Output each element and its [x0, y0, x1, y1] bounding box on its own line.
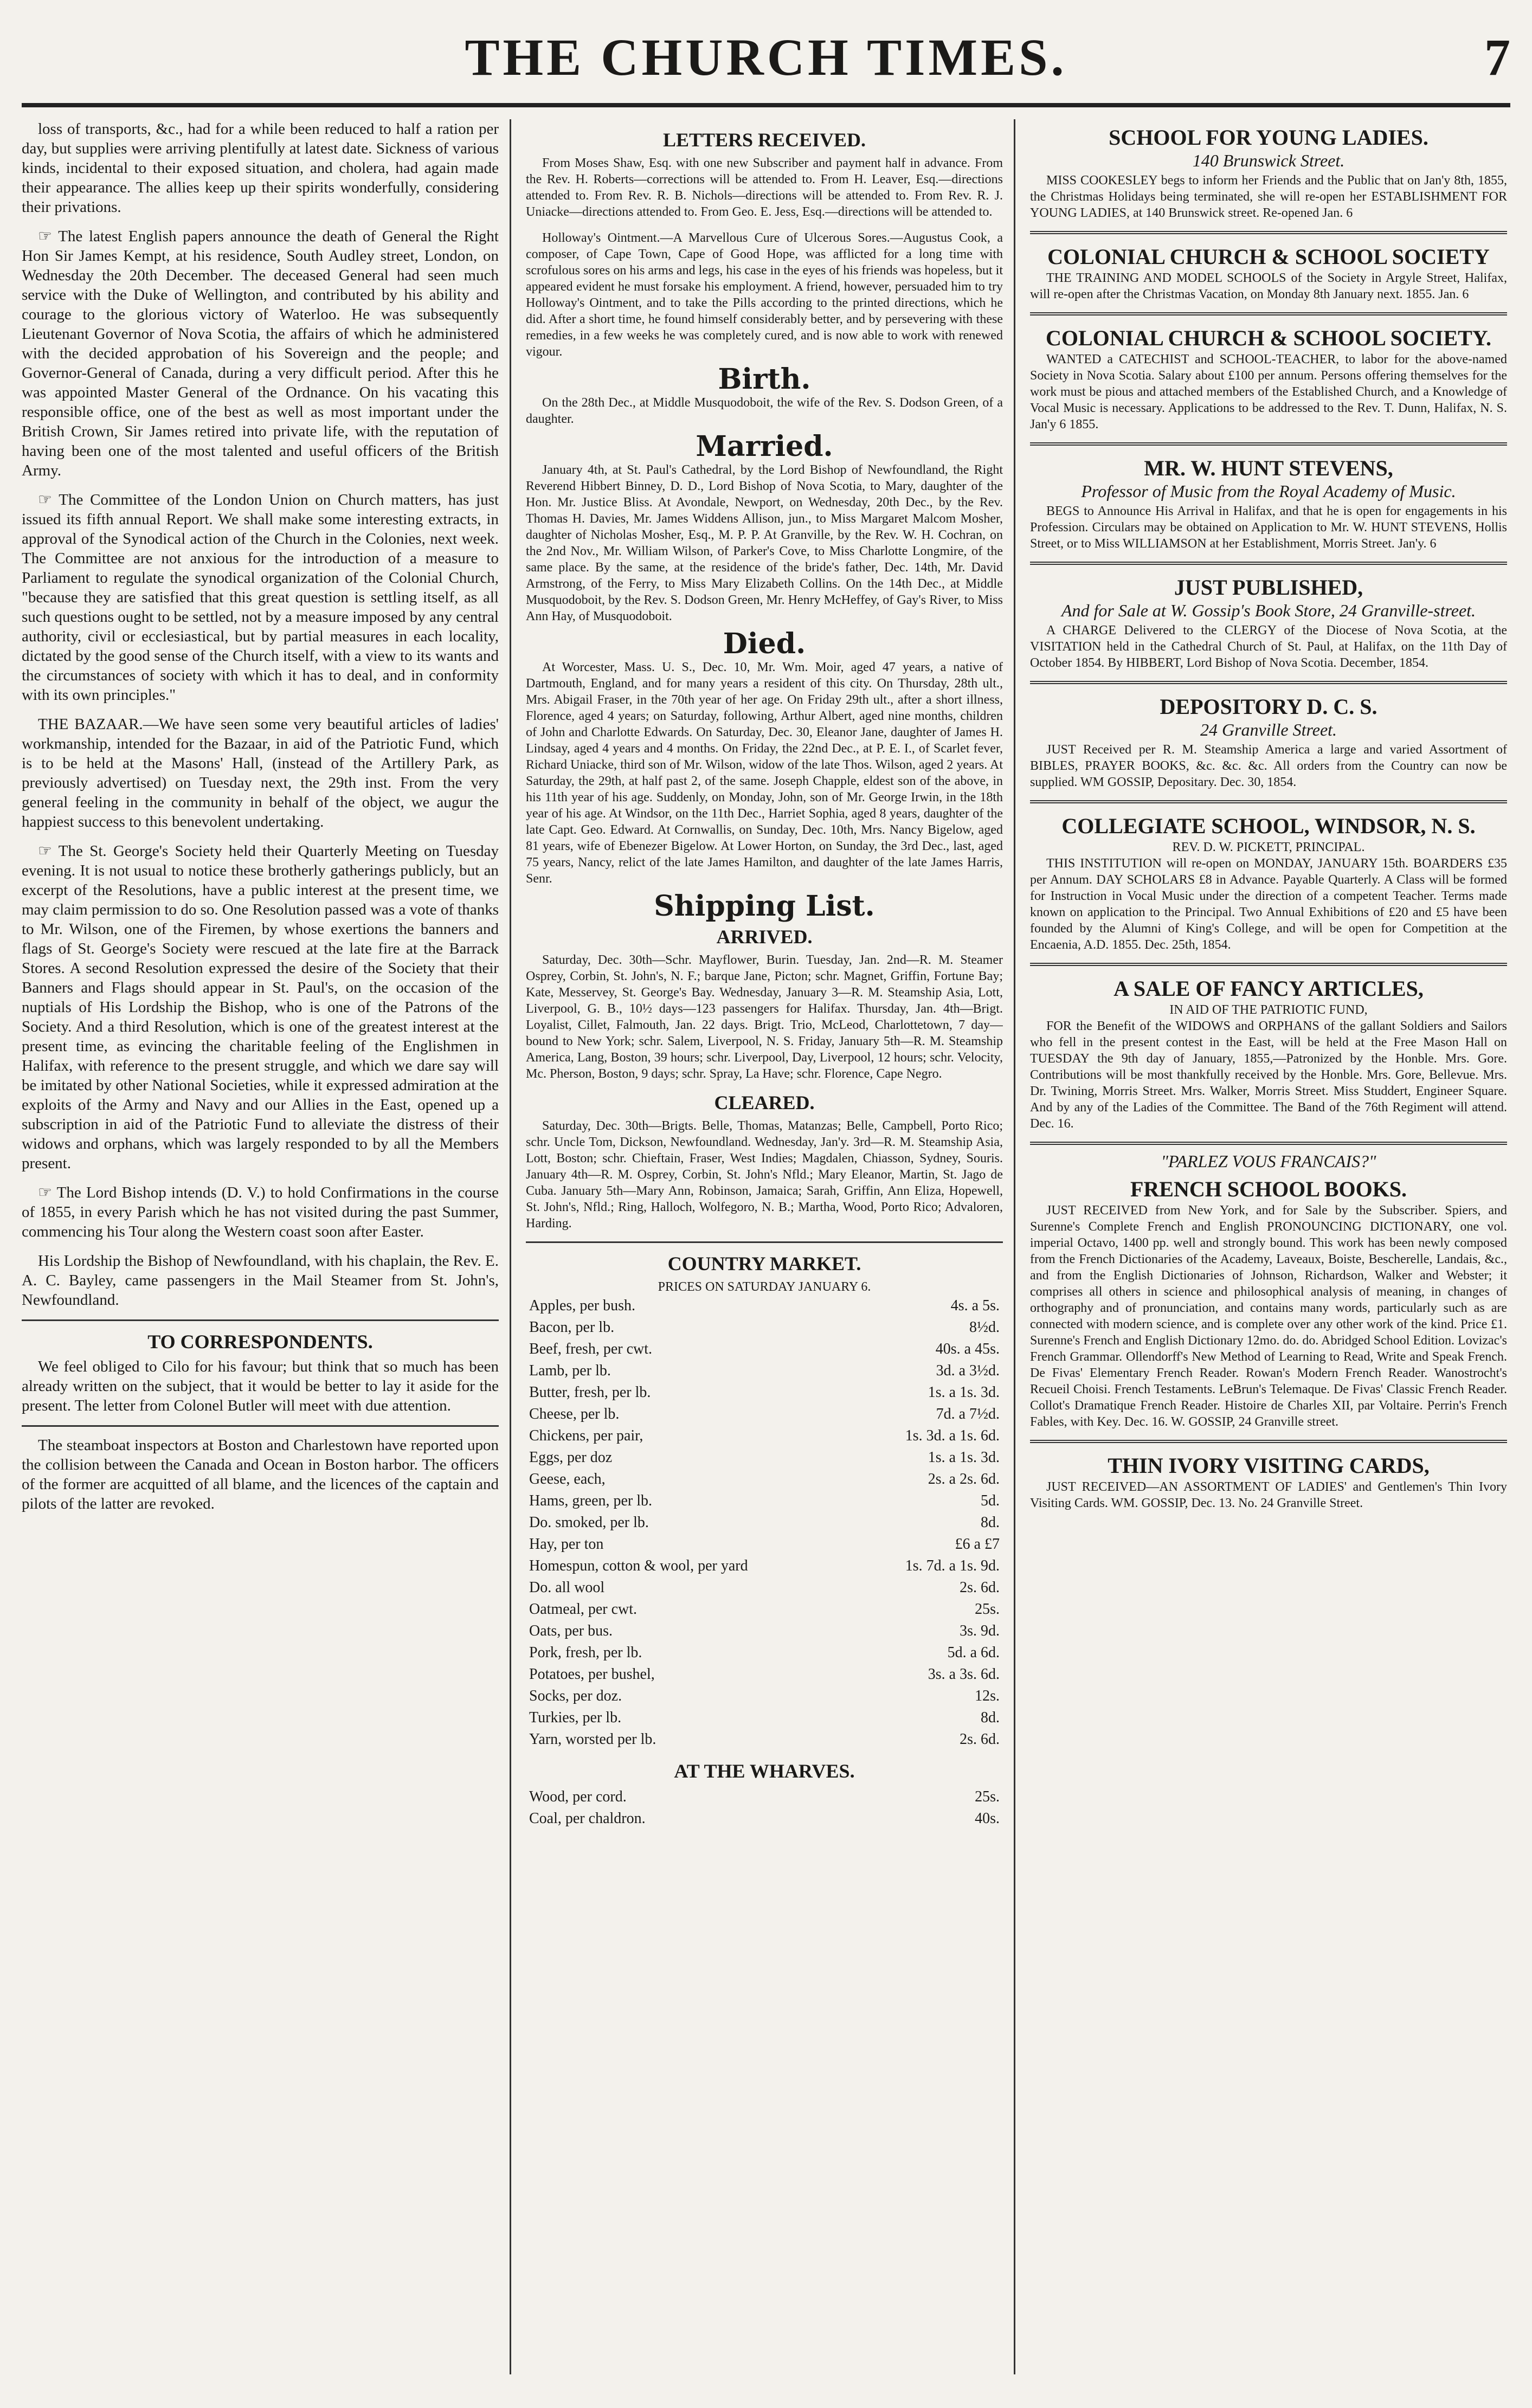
market-item: Chickens, per pair,	[529, 1427, 643, 1444]
ad-separator	[1030, 1142, 1507, 1149]
market-price: 8d.	[981, 1709, 1000, 1726]
market-item: Pork, fresh, per lb.	[529, 1644, 642, 1661]
pointing-hand-icon: ☞	[38, 491, 59, 508]
stevens-ad-subtitle: Professor of Music from the Royal Academy of Music.	[1081, 481, 1456, 501]
market-row	[526, 1338, 1003, 1360]
market-row	[526, 1403, 1003, 1425]
ad-separator	[1030, 681, 1507, 688]
article-st-george-text: The St. George's Society held their Quarterly Meeting on Tuesday evening. It is not usual to notice these brotherly gatherings publicly, but an excerpt of the Resolutions, have a public interest at the present time, we may claim permission to do so. One Resolution passed was a vote of thanks to Mr. Wilson, one of the Firemen, by whose exertions the banners and flags of St. George's Society were rescued at the late fire at the Barrack Stores. A second Resolution expressed the desire of the Society that their Banners and Flags should appear in St. Paul's, on the occasion of the nuptials of His Lordship the Bishop, who is one of the Patrons of the Society. And a third Resolution, which is one of the greatest interest at the present time, as evincing the charitable feeling of the Englishmen in Halifax, with reference to the present struggle, and which we dare say will be imitated by other National Societies, while it expressed admiration at the exploits of the Army and Navy and our Allies in the East, opened up a subscription in aid of the Patriotic Fund to alleviate the distress of their widows and orphans, which was largely responded to by all the Members present.	[22, 842, 499, 1172]
wharves-item: Wood, per cord.	[529, 1788, 627, 1805]
married-heading: Married.	[696, 430, 833, 463]
market-item: Eggs, per doz	[529, 1449, 613, 1466]
school-ad-address: 140 Brunswick Street.	[1192, 151, 1345, 170]
ad-separator	[1030, 1440, 1507, 1447]
collegiate-ad-subtitle: REV. D. W. PICKETT, PRINCIPAL.	[1172, 840, 1365, 854]
stevens-ad-body: BEGS to Announce His Arrival in Halifax, and that he is open for engagements in his Profession. Circulars may be obtained on Application to Mr. W. HUNT STEVENS, Hollis Street, or to Miss WILLIAMSON at her Establishment, Morris Street. Jan'y. 6	[1030, 504, 1507, 551]
correspondents-heading: TO CORRESPONDENTS.	[147, 1331, 373, 1353]
market-row	[526, 1555, 1003, 1577]
letters-heading: LETTERS RECEIVED.	[662, 129, 866, 151]
ad-separator	[1030, 562, 1507, 569]
column-rule-2	[1014, 119, 1015, 2374]
market-row	[526, 1620, 1003, 1642]
market-item: Lamb, per lb.	[529, 1362, 611, 1379]
market-item: Do. smoked, per lb.	[529, 1514, 649, 1531]
market-row	[526, 1685, 1003, 1707]
market-row	[526, 1707, 1003, 1729]
market-item: Beef, fresh, per cwt.	[529, 1341, 653, 1357]
market-price: 4s. a 5s.	[950, 1297, 1000, 1314]
market-price: 2s. a 2s. 6d.	[928, 1471, 1000, 1488]
masthead-title: THE CHURCH TIMES.	[465, 28, 1067, 86]
depository-ad-subtitle: 24 Granville Street.	[1200, 720, 1337, 739]
market-price: 5d.	[981, 1492, 1000, 1509]
market-price: 1s. 7d. a 1s. 9d.	[905, 1557, 1000, 1574]
market-heading: COUNTRY MARKET.	[667, 1253, 861, 1274]
arrived-heading: ARRIVED.	[716, 926, 813, 948]
wharves-price: 40s.	[975, 1810, 1000, 1827]
wharves-row	[526, 1808, 1003, 1830]
market-price: 3d. a 3½d.	[936, 1362, 1000, 1379]
market-row	[526, 1664, 1003, 1685]
colonial-ad-2-body: WANTED a CATECHIST and SCHOOL-TEACHER, to labor for the above-named Society in Nova Scotia. Salary about £100 per annum. Persons offering themselves for the work must be pious and attached members of the Established Church, and a Knowledge of Vocal Music is necessary. Applications to be addressed to the Rev. T. Dunn, Halifax, N. S. Jan'y 6 1855.	[1030, 352, 1507, 432]
correspondents-text: We feel obliged to Cilo for his favour; but think that so much has been already written on the subject, that it would be better to lay it aside for the present. The letter from Colonel Butler will meet with due attention.	[22, 1358, 499, 1414]
article-st-george	[22, 841, 499, 1173]
market-item: Butter, fresh, per lb.	[529, 1384, 651, 1401]
french-ad-body: JUST RECEIVED from New York, and for Sale by the Subscriber. Spiers, and Surenne's Complete French and English PRONOUNCING DICTIONARY, one vol. imperial Octavo, 1400 pp. well and strongly bound. This work has been newly composed from the French Dictionaries of the Academy, Laveaux, Boiste, Bescherelle, Landais, &c., and from the English Dictionaries of Johnson, Richardson, Walker and Webster; it comprises all others in science and philosophical analysis of meaning, in changes of orthography and of pronunciation, and contains many words, particularly such as are connected with modern science, and is complete over any other work of the kind. Price £1. Surenne's French and English Dictionary 12mo. do. do. Abridged School Edition. Lovizac's French Grammar. Ollendorff's New Method of Learning to Read, Write and Speak French. De Fivas' Elementary French Reader. Rowan's Modern French Reader. Wanostrocht's Recueil Choisi. French Testaments. LeBrun's Telemaque. De Fivas' Classic French Reader. Collot's Dramatique French Reader. Histoire de Charles XII, par Voltaire. Perrin's French Fables, with Key. Dec. 16. W. GOSSIP, 24 Granville street.	[1030, 1203, 1507, 1429]
page-number: 7	[1484, 28, 1510, 86]
article-transports: loss of transports, &c., had for a while been reduced to half a ration per day, but supplies were arriving plentifully at latest date. Sickness of various kinds, incidental to their exposed situation, and cholera, had again made their appearance. The allies keep up their spirits wonderfully, considering their privations.	[22, 120, 499, 216]
french-ad-title: FRENCH SCHOOL BOOKS.	[1130, 1177, 1407, 1201]
collegiate-ad-title: COLLEGIATE SCHOOL, WINDSOR, N. S.	[1061, 814, 1476, 838]
wharves-table	[526, 1786, 1003, 1830]
article-kempt	[22, 227, 499, 480]
wharves-heading: AT THE WHARVES.	[674, 1760, 855, 1782]
ad-separator	[1030, 800, 1507, 808]
market-item: Homespun, cotton & wool, per yard	[529, 1557, 748, 1574]
market-row	[526, 1317, 1003, 1338]
market-price: 40s. a 45s.	[935, 1341, 1000, 1357]
article-bazaar: THE BAZAAR.—We have seen some very beautiful articles of ladies' workmanship, intended for the Bazaar, in aid of the Patriotic Fund, which is to be held at the Masons' Hall, (instead of the Artillery Park, as previously advertised) on Tuesday next, the 29th inst. From the very general feeling in the community in behalf of the object, we augur the happiest success to this benevolent undertaking.	[22, 716, 499, 830]
cleared-text: Saturday, Dec. 30th—Brigts. Belle, Thomas, Matanzas; Belle, Campbell, Porto Rico; schr. Uncle Tom, Dickson, Newfoundland. Wednesday, Jan'y. 3rd—R. M. Steamship Asia, Lott, Boston; schr. Chieftain, Fraser, West Indies; Magdalen, Chiasson, Sydney, Souris. January 4th—R. M. Osprey, Corbin, St. John's Nfld.; Mary Eleanor, Martin, St. Jago de Cuba. January 5th—Mary Ann, Robinson, Jamaica; Sarah, Griffin, Ann Eliza, Hopewell, St. John's, Nfld.; Ring, Halloch, Wolfegoro, N. B.; Martha, Wood, Porto Rico; Advaloren, Harding.	[526, 1119, 1003, 1231]
shipping-heading: Shipping List.	[654, 890, 875, 923]
ad-separator	[1030, 231, 1507, 239]
pointing-hand-icon: ☞	[38, 1184, 57, 1201]
market-row	[526, 1360, 1003, 1382]
market-row	[526, 1512, 1003, 1534]
market-item: Yarn, worsted per lb.	[529, 1731, 656, 1748]
collegiate-ad-body: THIS INSTITUTION will re-open on MONDAY, JANUARY 15th. BOARDERS £35 per Annum. DAY SCHOLARS £8 in Advance. Payable Quarterly. A Class will be formed for Instruction in Vocal Music under the direction of a competent Teacher. Terms made known on application to the Principal. Two Annual Exhibitions of £20 and £5 have been founded by the Alumni of King's College, and will be open for Competition at the Encaenia, A.D. 1855. Dec. 25th, 1854.	[1030, 857, 1507, 952]
market-item: Cheese, per lb.	[529, 1406, 620, 1422]
depository-ad-body: JUST Received per R. M. Steamship America a large and varied Assortment of BIBLES, PRAYER BOOKS, &c. &c. &c. All orders from the Country can now be supplied. WM GOSSIP, Depositary. Dec. 30, 1854.	[1030, 743, 1507, 789]
market-price: £6 a £7	[955, 1536, 1000, 1553]
article-kempt-text: The latest English papers announce the death of General the Right Hon Sir James Kempt, at his residence, South Audley street, London, on Wednesday the 20th December. The deceased General had seen much service with the Duke of Wellington, and contributed by his ability and courage to the glorious victory of Waterloo. He was subsequently Lieutenant Governor of Nova Scotia, the affairs of which he administered with the decided approbation of his Sovereign and the people; and Governor-General of Canada, during a very difficult period. After this he was appointed Master General of the Ordnance. On his vacating this responsible office, one of the best as well as most important under the British Crown, Sir James retired into private life, with the reputation of having been one of the most talented and useful officers of the British Army.	[22, 228, 499, 479]
market-item: Do. all wool	[529, 1579, 605, 1596]
market-row	[526, 1469, 1003, 1490]
article-london-union-text: The Committee of the London Union on Church matters, has just issued its fifth annual Report. We shall make some interesting extracts, in approval of the Synodical action of the Church in the Colonies, next week. The Committee are not anxious for the introduction of a measure to Parliament to regulate the synodical organization of the Colonial Church, "because they are satisfied that this great question is settling itself, as all such questions ought to be settled, not by a measure imposed by any central authority, civil or ecclesiastical, but by partial measures in each locality, dictated by the good sense of the Church itself, with a view to its wants and the circumstances of society with which it has to deal, and in conformity with its own principles."	[22, 491, 499, 704]
market-price: 8d.	[981, 1514, 1000, 1531]
school-ad-title: SCHOOL FOR YOUNG LADIES.	[1109, 125, 1428, 150]
market-price: 8½d.	[969, 1319, 1000, 1336]
market-row	[526, 1425, 1003, 1447]
market-price: 1s. 3d. a 1s. 6d.	[905, 1427, 1000, 1444]
colonial-ad-1-body: THE TRAINING AND MODEL SCHOOLS of the Society in Argyle Street, Halifax, will re-open after the Christmas Vacation, on Monday 8th January next. 1855. Jan. 6	[1030, 271, 1507, 301]
school-ad-body: MISS COOKESLEY begs to inform her Friends and the Public that on Jan'y 8th, 1855, the Christmas Holidays being terminated, she will re-open her ESTABLISHMENT FOR YOUNG LADIES, at 140 Brunswick street. Re-opened Jan. 6	[1030, 173, 1507, 220]
column-3	[1030, 119, 1507, 2374]
article-london-union	[22, 490, 499, 705]
market-row	[526, 1577, 1003, 1599]
masthead	[22, 22, 1510, 103]
wharves-row	[526, 1786, 1003, 1808]
market-item: Hams, green, per lb.	[529, 1492, 653, 1509]
column-rule-1	[510, 119, 511, 2374]
ad-separator	[1030, 963, 1507, 970]
market-row	[526, 1490, 1003, 1512]
market-item: Potatoes, per bushel,	[529, 1666, 655, 1683]
market-table	[526, 1295, 1003, 1750]
market-row	[526, 1642, 1003, 1664]
pointing-hand-icon: ☞	[38, 228, 59, 245]
market-price: 12s.	[975, 1688, 1000, 1704]
market-row	[526, 1382, 1003, 1403]
fancy-ad-title: A SALE OF FANCY ARTICLES,	[1113, 976, 1424, 1001]
market-price: 1s. a 1s. 3d.	[928, 1449, 1000, 1466]
published-ad-body: A CHARGE Delivered to the CLERGY of the Diocese of Nova Scotia, at the VISITATION held in the Cathedral Church of St. Paul, at Halifax, on the 11th Day of October 1854. By HIBBERT, Lord Bishop of Nova Scotia. December, 1854.	[1030, 623, 1507, 670]
market-subheading: PRICES ON SATURDAY JANUARY 6.	[658, 1280, 871, 1294]
divider	[526, 1241, 1003, 1243]
married-text: January 4th, at St. Paul's Cathedral, by the Lord Bishop of Newfoundland, the Right Reverend Hibbert Binney, D. D., Lord Bishop of Nova Scotia, to Mary, daughter of the Hon. Mr. Justice Bliss. At Avondale, Newport, on Wednesday, 20th Dec., by the Rev. Thomas H. Davies, Mr. James Widdens Allison, jun., to Miss Margaret Malcom Mosher, daughter of Nicholas Mosher, Esq., M. P. P. At Granville, by the Rev. W. H. Cochran, on the 2nd Nov., Mr. William Wilson, of Parker's Cove, to Miss Charlotte Longmire, of the same place. By the same, at the residence of the bride's father, Dec. 14th, Mr. David Armstrong, of the Ferry, to Miss Mary Elizabeth Collins. On the 14th Dec., at Middle Musquodoboit, by the Rev. S. Dodson Green, Mr. Henry McHeffey, of Gay's River, to Miss Ann Hay, of Musquodoboit.	[526, 463, 1003, 623]
parlez-heading: "PARLEZ VOUS FRANCAIS?"	[1161, 1151, 1376, 1171]
market-row	[526, 1447, 1003, 1469]
market-price: 2s. 6d.	[960, 1731, 1000, 1748]
cards-ad-title: THIN IVORY VISITING CARDS,	[1108, 1453, 1430, 1478]
market-price: 1s. a 1s. 3d.	[928, 1384, 1000, 1401]
market-row	[526, 1729, 1003, 1750]
stevens-ad-title: MR. W. HUNT STEVENS,	[1144, 456, 1393, 480]
arrived-text: Saturday, Dec. 30th—Schr. Mayflower, Burin. Tuesday, Jan. 2nd—R. M. Steamer Osprey, Corbin, St. John's, N. F.; barque Jane, Picton; schr. Magnet, Griffin, Fortune Bay; Kate, Messervey, St. George's Bay. Wednesday, January 3—R. M. Steamship Asia, Lott, Liverpool, G. B., 10½ days—123 passengers for Halifax. Thursday, Jan. 4th—Brigt. Loyalist, Cillet, Falmouth, Jan. 22 days. Brigt. Trio, McLeod, Charlottetown, 7 day—bound to New York; schr. Salem, Liverpool, N. S. Friday, January 5th—R. M. Steamship America, Lang, Boston, 39 hours; schr. Liverpool, Day, Liverpool, 12 hours; schr. Velocity, Mc. Pherson, Boston, 9 days; schr. Spray, La Have; schr. Florence, Cape Negro.	[526, 953, 1003, 1081]
market-item: Bacon, per lb.	[529, 1319, 615, 1336]
published-ad-title: JUST PUBLISHED,	[1174, 575, 1363, 600]
colonial-ad-1-title: COLONIAL CHURCH & SCHOOL SOCIETY	[1047, 244, 1490, 269]
market-item: Hay, per ton	[529, 1536, 604, 1553]
ad-separator	[1030, 442, 1507, 450]
wharves-price: 25s.	[975, 1788, 1000, 1805]
published-ad-subtitle: And for Sale at W. Gossip's Book Store, 24 Granville-street.	[1061, 601, 1476, 620]
top-rule	[22, 103, 1510, 107]
pointing-hand-icon: ☞	[38, 842, 59, 860]
died-heading: Died.	[723, 627, 806, 660]
market-row	[526, 1534, 1003, 1555]
colonial-ad-2-title: COLONIAL CHURCH & SCHOOL SOCIETY.	[1045, 326, 1492, 350]
market-price: 5d. a 6d.	[947, 1644, 1000, 1661]
ad-separator	[1030, 312, 1507, 320]
wharves-item: Coal, per chaldron.	[529, 1810, 646, 1827]
holloway-text: Holloway's Ointment.—A Marvellous Cure of Ulcerous Sores.—Augustus Cook, a composer, of Cape Town, Cape of Good Hope, was afflicted for a long time with scrofulous sores on his arms and legs, his case in the eyes of his friends was hopeless, but it appeared evident he must forsake his employment. A friend, however, persuaded him to try Holloway's Ointment, and to take the Pills according to the printed directions, which he did. After a short time, he found himself considerably better, and by persevering with these remedies, in a few weeks he was completely cured, and is now able to work with renewed vigour.	[526, 231, 1003, 359]
divider	[22, 1425, 499, 1427]
article-newfoundland-bishop: His Lordship the Bishop of Newfoundland, with his chaplain, the Rev. E. A. C. Bayley, came passengers in the Mail Steamer from St. John's, Newfoundland.	[22, 1252, 499, 1309]
market-item: Turkies, per lb.	[529, 1709, 622, 1726]
market-row	[526, 1599, 1003, 1620]
market-item: Apples, per bush.	[529, 1297, 635, 1314]
cards-ad-body: JUST RECEIVED—AN ASSORTMENT OF LADIES' and Gentlemen's Thin Ivory Visiting Cards. WM. GOSSIP, Dec. 13. No. 24 Granville Street.	[1030, 1480, 1507, 1510]
fancy-ad-body: FOR the Benefit of the WIDOWS and ORPHANS of the gallant Soldiers and Sailors who fell in the present contest in the East, will be held at the Free Mason Hall on TUESDAY the 9th day of January, 1855,—Patronized by the Honble. Mrs. Gore. Contributions will be most thankfully received by the Honble. Mrs. Gore, Bellevue. Mrs. Dr. Twining, Morris Street. Mrs. Walker, Morris Street. Miss Studdert, Engineer Square. And by any of the Ladies of the Committee. The Band of the 76th Regiment will attend. Dec. 16.	[1030, 1019, 1507, 1131]
market-item: Oatmeal, per cwt.	[529, 1601, 638, 1618]
column-2	[526, 119, 1003, 2374]
market-item: Socks, per doz.	[529, 1688, 622, 1704]
market-price: 3s. a 3s. 6d.	[928, 1666, 1000, 1683]
article-confirmations	[22, 1183, 499, 1241]
fancy-ad-subtitle: IN AID OF THE PATRIOTIC FUND,	[1169, 1003, 1368, 1017]
market-price: 7d. a 7½d.	[936, 1406, 1000, 1422]
article-confirmations-text: The Lord Bishop intends (D. V.) to hold Confirmations in the course of 1855, in every Parish which he has not visited during the past Summer, commencing his Tour along the Western coast soon after Easter.	[22, 1184, 499, 1240]
depository-ad-title: DEPOSITORY D. C. S.	[1160, 694, 1377, 719]
letters-text: From Moses Shaw, Esq. with one new Subscriber and payment half in advance. From the Rev. H. Roberts—corrections will be attended to. From H. Leaver, Esq.—directions attended to. From Rev. R. B. Nichols—directions will be attended to. From Rev. R. J. Uniacke—directions attended to. From Geo. E. Jess, Esq.—directions will be attended to.	[526, 156, 1003, 219]
births-text: On the 28th Dec., at Middle Musquodoboit, the wife of the Rev. S. Dodson Green, of a daughter.	[526, 396, 1003, 426]
market-row	[526, 1295, 1003, 1317]
cleared-heading: CLEARED.	[714, 1092, 815, 1113]
market-item: Geese, each,	[529, 1471, 606, 1488]
births-heading: Birth.	[718, 363, 811, 396]
market-price: 25s.	[975, 1601, 1000, 1618]
market-price: 3s. 9d.	[960, 1622, 1000, 1639]
market-price: 2s. 6d.	[960, 1579, 1000, 1596]
market-item: Oats, per bus.	[529, 1622, 613, 1639]
divider	[22, 1319, 499, 1321]
article-steamboat: The steamboat inspectors at Boston and Charlestown have reported upon the collision between the Canada and Ocean in Boston harbor. The officers of the former are acquitted of all blame, and the licences of the captain and pilots of the latter are revoked.	[22, 1437, 499, 1512]
died-text: At Worcester, Mass. U. S., Dec. 10, Mr. Wm. Moir, aged 47 years, a native of Dartmouth, England, and for many years a resident of this city. On Thursday, 28th ult., Mrs. Abigail Fraser, in the 70th year of her age. On Friday 29th ult., after a short illness, Florence, aged 4 years; on Saturday, following, Arthur Albert, aged nine months, children of John and Charlotte Edwards. On Saturday, Dec. 30, Eleanor Jane, daughter of James H. Lindsay, aged 4 years and 4 months. On Friday, the 22nd Dec., at P. E. I., of Scarlet fever, Richard Uniacke, third son of Mr. Wilson, widow of the late Thos. Wilson, aged 2 years. At Saturday, the 29th, at half past 2, of the same. Joseph Chapple, eldest son of the above, in his 11th year of his age. Suddenly, on Monday, John, son of Mr. George Irwin, in the 18th year of his age. At Windsor, on the 11th Dec., Harriet Sophia, aged 8 years, daughter of the late Capt. Geo. Edward. At Cornwallis, on Sunday, Dec. 10th, Mrs. Nancy Bigelow, aged 81 years, wife of Ebenezer Bigelow. At Lower Horton, on Sunday, the 3rd Dec., last, aged 75 years, Nancy, relict of the late James Hamilton, and daughter of the late James Harris, Senr.	[526, 660, 1003, 886]
column-1	[22, 119, 499, 2374]
